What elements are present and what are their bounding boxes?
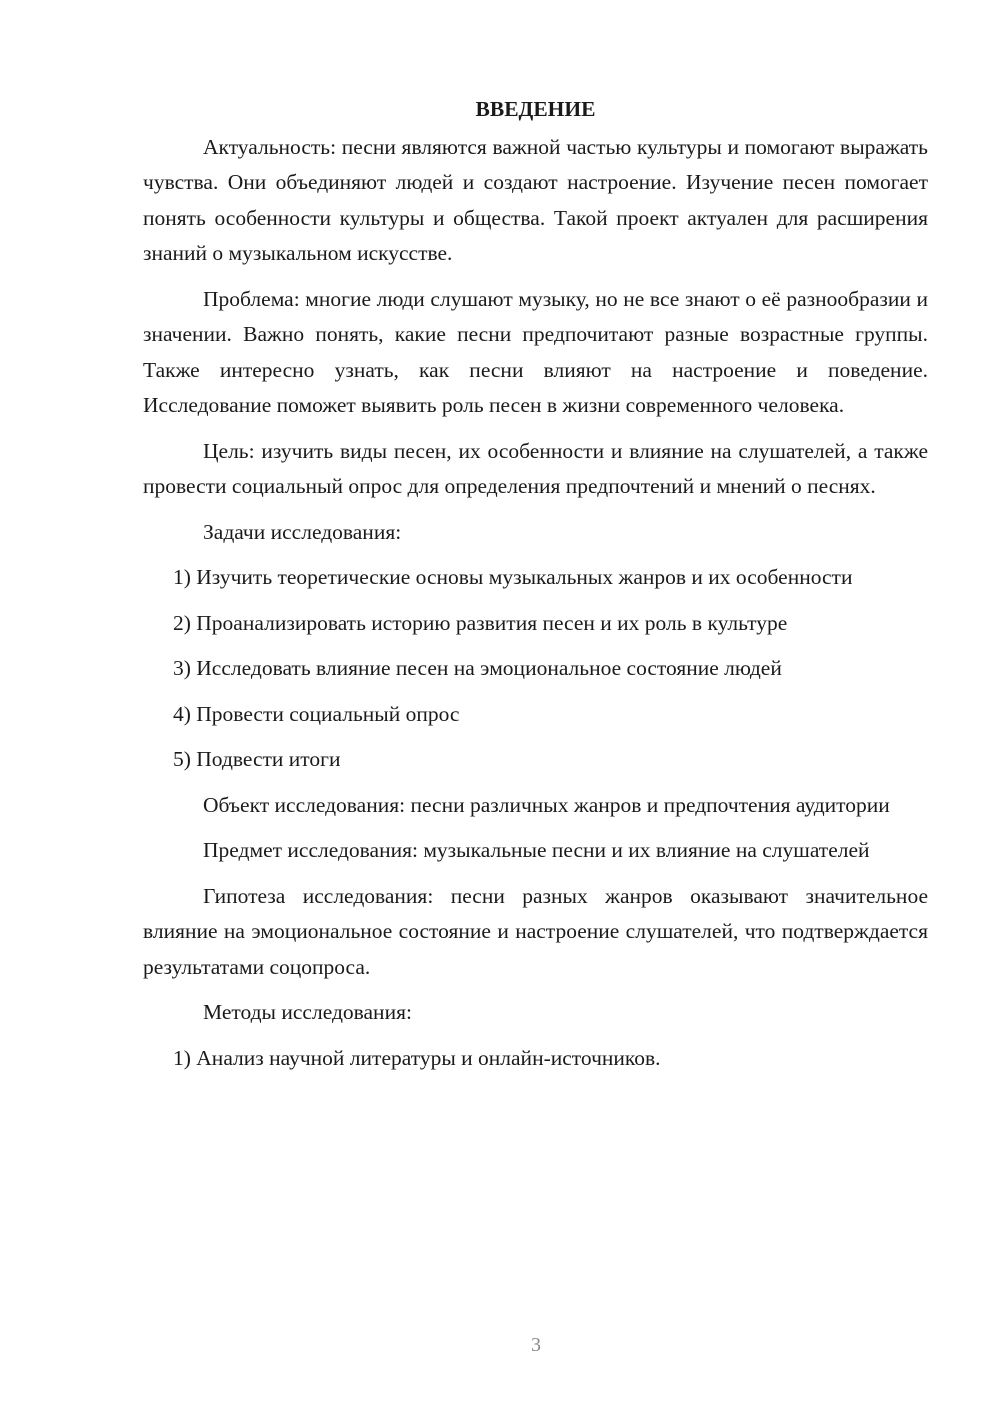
goal-paragraph: Цель: изучить виды песен, их особенности и влияние на слушателей, а также провести социальный опрос для определения предпочтений и мнений о песнях. xyxy=(143,438,928,498)
methods-list xyxy=(143,1041,928,1077)
method-item-1: 1) Анализ научной литературы и онлайн-источников. xyxy=(173,1045,661,1070)
hypothesis-paragraph: Гипотеза исследования: песни разных жанров оказывают значительное влияние на эмоциональное состояние и настроение слушателей, что подтверждается результатами соцопроса. xyxy=(143,883,928,979)
page-title: ВВЕДЕНИЕ xyxy=(475,97,596,121)
task-item-3: 3) Исследовать влияние песен на эмоциональное состояние людей xyxy=(173,656,782,680)
task-item-4: 4) Провести социальный опрос xyxy=(173,701,460,726)
task-item-5: 5) Подвести итоги xyxy=(173,747,341,771)
task-item-1: 1) Изучить теоретические основы музыкальных жанров и их особенности xyxy=(173,565,853,589)
relevance-paragraph: Актуальность: песни являются важной частью культуры и помогают выражать чувства. Они объединяют людей и создают настроение. Изучение песен помогает понять особенности культуры и общества. Такой проект актуален для расширения знаний о музыкальном искусстве. xyxy=(143,134,928,265)
object-paragraph: Объект исследования: песни различных жанров и предпочтения аудитории xyxy=(203,792,890,817)
problem-paragraph: Проблема: многие люди слушают музыку, но не все знают о её разнообразии и значении. Важно понять, какие песни предпочитают разные возрастные группы. Также интересно узнать, как песни влияют на настроение и поведение. Исследование поможет выявить роль песен в жизни современного человека. xyxy=(143,286,928,417)
document-page xyxy=(143,92,928,1086)
tasks-list xyxy=(143,560,928,778)
subject-paragraph: Предмет исследования: музыкальные песни и их влияние на слушателей xyxy=(203,838,870,862)
task-item-2: 2) Проанализировать историю развития песен и их роль в культуре xyxy=(173,610,788,635)
page-number: 3 xyxy=(531,1334,541,1356)
methods-heading: Методы исследования: xyxy=(203,1000,412,1024)
tasks-heading: Задачи исследования: xyxy=(203,519,402,544)
